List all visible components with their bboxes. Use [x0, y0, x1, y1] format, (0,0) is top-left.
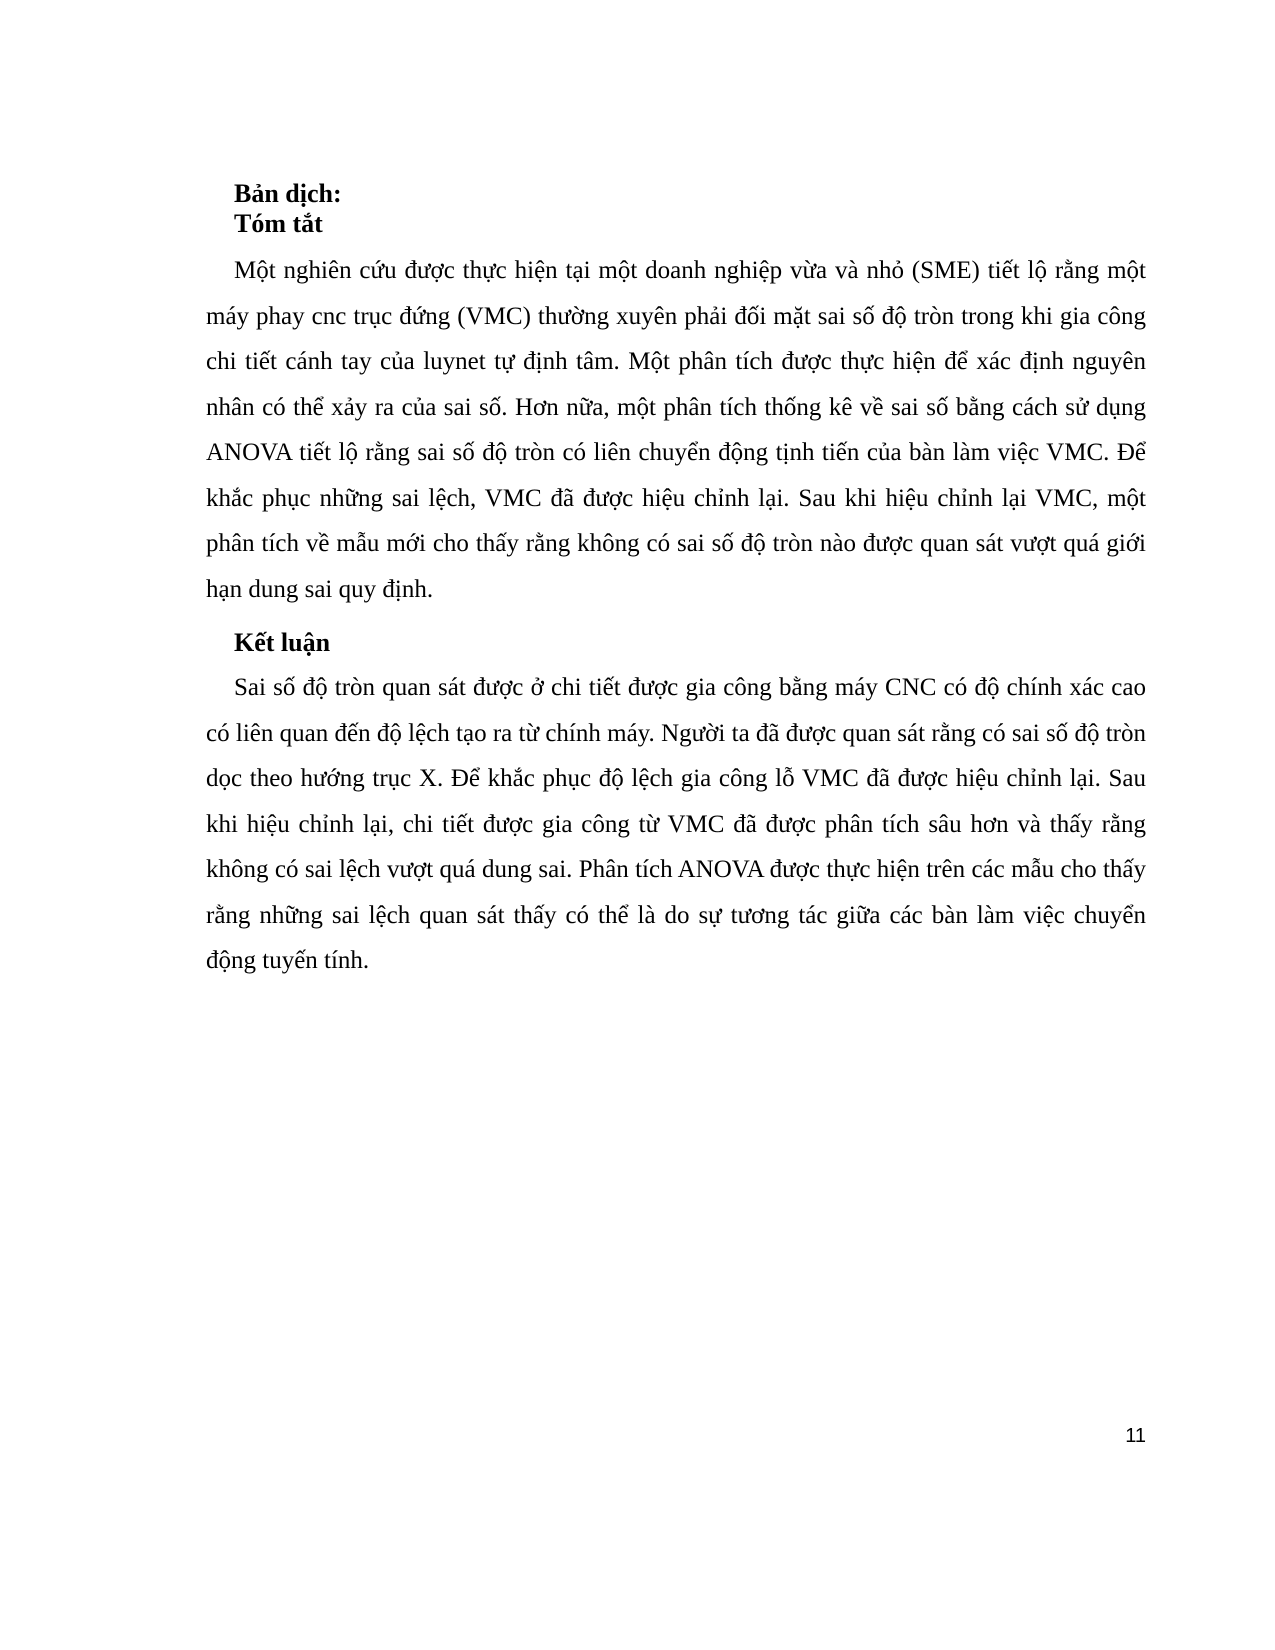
- abstract-heading: Tóm tắt: [234, 209, 323, 238]
- document-page: [206, 0, 1146, 1650]
- abstract-paragraph: Một nghiên cứu được thực hiện tại một doanh nghiệp vừa và nhỏ (SME) tiết lộ rằng một máy phay cnc trục đứng (VMC) thường xuyên phải đối mặt sai số độ tròn trong khi gia công chi tiết cánh tay của luynet tự định tâm. Một phân tích được thực hiện để xác định nguyên nhân có thể xảy ra của sai số. Hơn nữa, một phân tích thống kê về sai số bằng cách sử dụng ANOVA tiết lộ rằng sai số độ tròn có liên chuyển động tịnh tiến của bàn làm việc VMC. Để khắc phục những sai lệch, VMC đã được hiệu chỉnh lại. Sau khi hiệu chỉnh lại VMC, một phân tích về mẫu mới cho thấy rằng không có sai số độ tròn nào được quan sát vượt quá giới hạn dung sai quy định.: [206, 257, 1146, 603]
- translation-heading: Bản dịch:: [234, 179, 342, 208]
- page-number: 11: [1125, 1425, 1146, 1447]
- conclusion-heading: Kết luận: [234, 628, 331, 657]
- conclusion-paragraph: Sai số độ tròn quan sát được ở chi tiết được gia công bằng máy CNC có độ chính xác cao có liên quan đến độ lệch tạo ra từ chính máy. Người ta đã được quan sát rằng có sai số độ tròn dọc theo hướng trục X. Để khắc phục độ lệch gia công lỗ VMC đã được hiệu chỉnh lại. Sau khi hiệu chỉnh lại, chi tiết được gia công từ VMC đã được phân tích sâu hơn và thấy rằng không có sai lệch vượt quá dung sai. Phân tích ANOVA được thực hiện trên các mẫu cho thấy rằng những sai lệch quan sát thấy có thể là do sự tương tác giữa các bàn làm việc chuyển động tuyến tính.: [206, 674, 1146, 974]
